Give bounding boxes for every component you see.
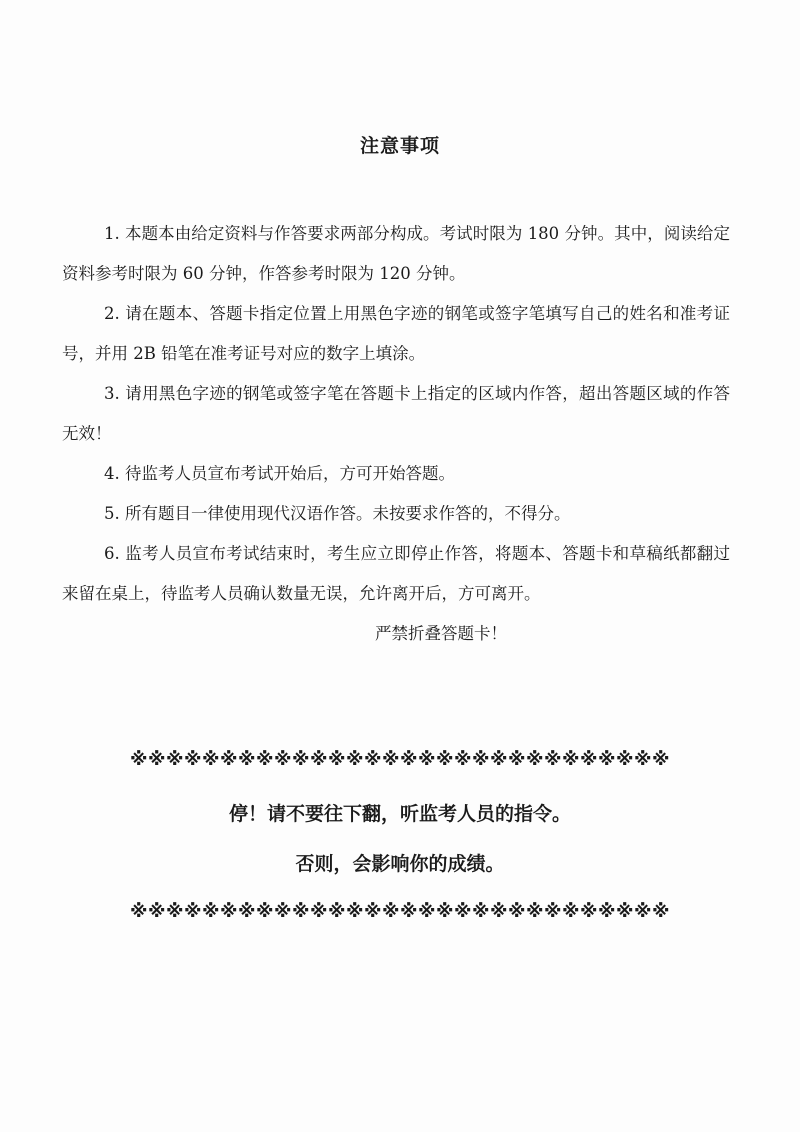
stars-divider-bottom: ※※※※※※※※※※※※※※※※※※※※※※※※※※※※※※ xyxy=(130,901,670,922)
stop-notice-line2: 否则，会影响你的成绩。 xyxy=(295,853,505,875)
stop-notice-line1: 停！请不要往下翻，听监考人员的指令。 xyxy=(228,803,571,825)
note-item-2: 2. 请在题本、答题卡指定位置上用黑色字迹的钢笔或签字笔填写自己的姓名和准考证号，并用 2B 铅笔在准考证号对应的数字上填涂。 xyxy=(62,304,730,363)
page-title: 注意事项 xyxy=(359,135,440,157)
notes-list xyxy=(62,214,730,654)
no-fold-warning: 严禁折叠答题卡！ xyxy=(375,624,507,643)
note-item-1: 1. 本题本由给定资料与作答要求两部分构成。考试时限为 180 分钟。其中，阅读给定资料参考时限为 60 分钟，作答参考时限为 120 分钟。 xyxy=(62,224,730,283)
note-item-6: 6. 监考人员宣布考试结束时，考生应立即停止作答，将题本、答题卡和草稿纸都翻过来留在桌上，待监考人员确认数量无误，允许离开后，方可离开。 xyxy=(62,544,730,603)
note-item-3: 3. 请用黑色字迹的钢笔或签字笔在答题卡上指定的区域内作答，超出答题区域的作答无效！ xyxy=(62,384,730,443)
note-item-5: 5. 所有题目一律使用现代汉语作答。未按要求作答的，不得分。 xyxy=(104,504,571,523)
stars-divider-top: ※※※※※※※※※※※※※※※※※※※※※※※※※※※※※※ xyxy=(130,749,670,770)
note-item-4: 4. 待监考人员宣布考试开始后，方可开始答题。 xyxy=(104,464,455,483)
